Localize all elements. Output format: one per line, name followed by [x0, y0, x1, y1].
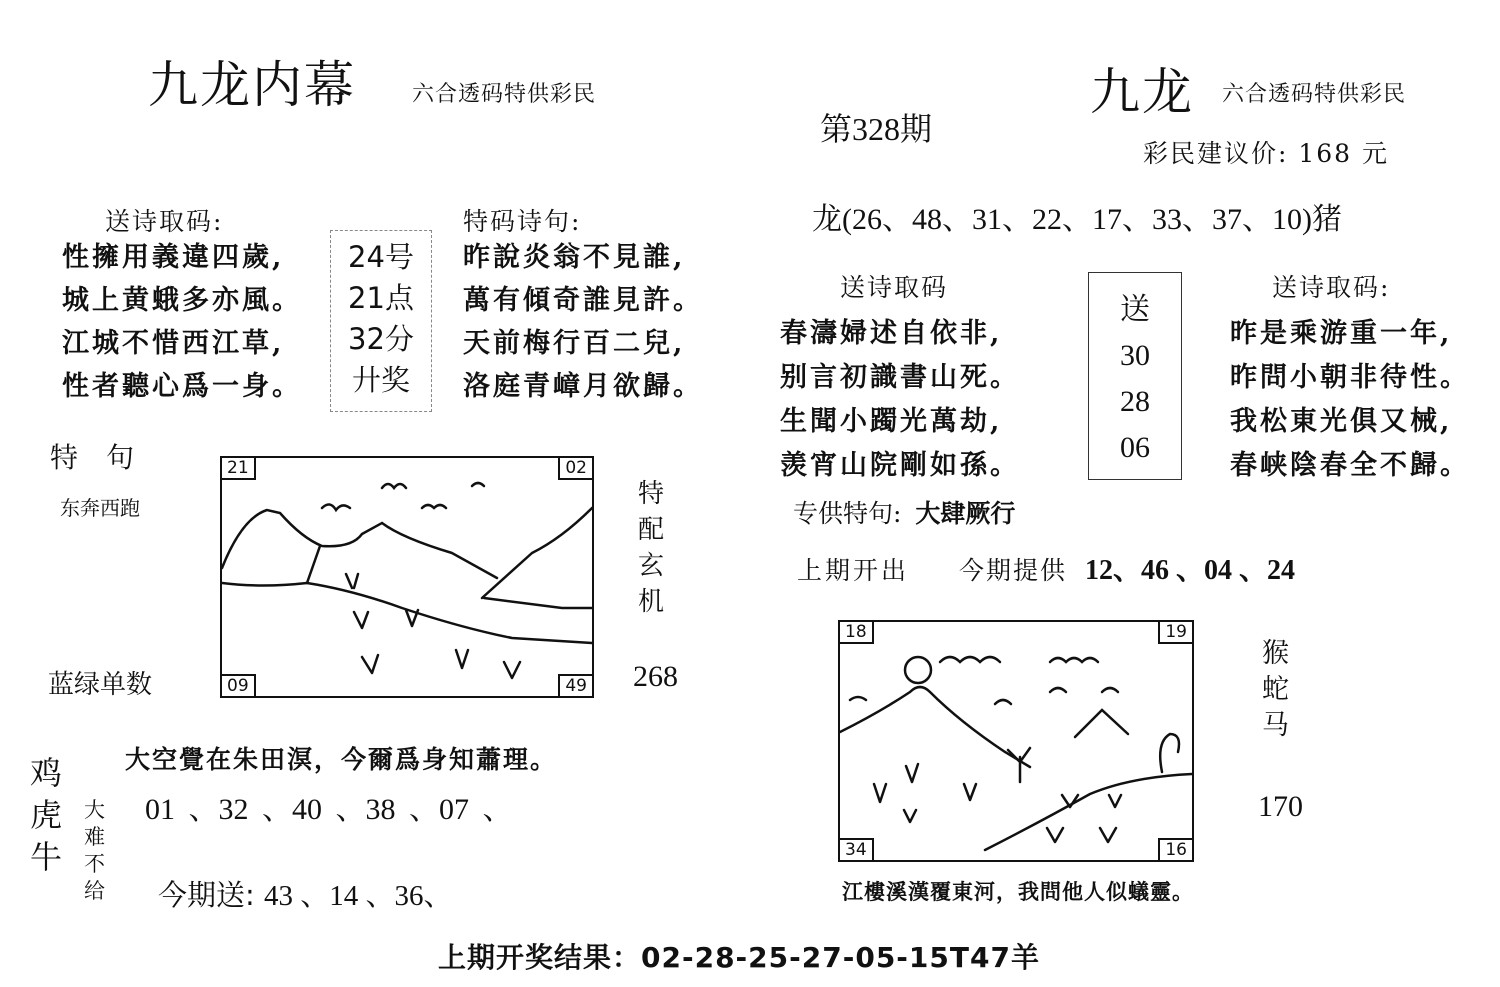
- side-vertical-right: [1262, 636, 1289, 744]
- poem-line: 天前梅行百二兒,: [463, 328, 686, 359]
- corner-number: 34: [838, 838, 874, 862]
- vchar: 牛: [30, 838, 63, 876]
- left-poem: [62, 236, 302, 408]
- corner-number: 21: [220, 456, 256, 480]
- box-line: 21点: [348, 281, 414, 315]
- corner-number: 19: [1158, 620, 1194, 644]
- number: 43: [264, 880, 293, 912]
- right-title: 九龙: [1090, 63, 1194, 121]
- side-number-left: 268: [633, 660, 678, 693]
- vchar: 猴: [1262, 638, 1289, 669]
- poem-line: 昨問小朝非待性。: [1230, 362, 1470, 393]
- te-ju-label: 特 句: [50, 441, 135, 474]
- right-middle-box: [1088, 272, 1182, 480]
- send-label: 今期送:: [158, 878, 255, 912]
- vchar: 特: [638, 479, 665, 509]
- special-poem-header: 特码诗句:: [463, 207, 582, 236]
- right-poem-right: [1230, 312, 1470, 488]
- vchar: 配: [638, 515, 665, 545]
- corner-number: 49: [558, 674, 594, 698]
- poem-line: 城上黄蛾多亦風。: [62, 285, 302, 316]
- vchar: 不: [84, 852, 105, 876]
- number: 32: [218, 793, 249, 826]
- right-poem-header-left: 送诗取码: [840, 273, 949, 302]
- issue-number: 第328期: [820, 111, 933, 147]
- send-row: 今期送: 43 、14 、36、: [158, 878, 453, 912]
- picture-caption: 江樓溪漢覆東河，我問他人似蟻靈。: [842, 879, 1194, 904]
- provide-numbers: 12、46 、04 、24: [1084, 555, 1295, 586]
- box-line: 06: [1120, 431, 1150, 464]
- number: 36: [394, 880, 424, 912]
- left-title: 九龙内幕: [148, 56, 356, 114]
- landscape-drawing-icon: [222, 458, 592, 696]
- number: 14: [329, 880, 359, 912]
- poem-line: 性擁用義違四歲,: [62, 242, 285, 273]
- vchar: 鸡: [30, 754, 63, 792]
- corner-number: 09: [220, 674, 256, 698]
- left-subtitle: 六合透码特供彩民: [412, 82, 597, 107]
- box-line: 24号: [348, 240, 414, 274]
- provide-row: [797, 548, 1295, 588]
- poem-line: 春峡陰春全不歸。: [1230, 450, 1470, 481]
- number: 38: [365, 793, 396, 826]
- special-poem: [463, 236, 703, 408]
- right-poem-header-right: 送诗取码:: [1272, 273, 1391, 302]
- poem-line: 江城不惜西江草,: [62, 328, 285, 359]
- corner-number: 16: [1158, 838, 1194, 862]
- landscape-picture-right: [838, 620, 1194, 862]
- special-row: [793, 494, 1015, 530]
- box-line: 28: [1120, 385, 1150, 418]
- vchar: 马: [1262, 710, 1289, 741]
- vchar: 给: [84, 879, 105, 903]
- number: 01: [145, 793, 175, 826]
- right-poem-left: [780, 312, 1020, 488]
- bold-poem-line: 大空覺在朱田溟，今爾爲身知蕭理。: [125, 745, 558, 774]
- vchar: 虎: [30, 796, 63, 834]
- number: 40: [292, 793, 322, 826]
- color-label: 蓝绿单数: [48, 670, 153, 700]
- zodiac-vertical: [30, 752, 62, 878]
- hard-vertical: [84, 797, 105, 905]
- number: 07: [439, 793, 469, 826]
- corner-number: 02: [558, 456, 594, 480]
- numbers-row: 01 、32 、40 、38 、07 、: [145, 793, 513, 826]
- te-ju-value: 东奔西跑: [60, 496, 140, 520]
- left-middle-box: [330, 230, 432, 412]
- special-label: 专供特句:: [793, 499, 902, 528]
- poem-line: 昨說炎翁不見誰,: [463, 242, 686, 273]
- poem-line: 昨是乘游重一年,: [1230, 318, 1453, 349]
- poem-line: 萬有傾奇誰見許。: [463, 285, 703, 316]
- box-line: 廾奖: [351, 363, 410, 397]
- side-number-right: 170: [1258, 790, 1303, 823]
- box-line: 送: [1120, 293, 1150, 326]
- poem-line: 我松東光俱又械,: [1230, 406, 1453, 437]
- landscape-drawing-icon: [840, 622, 1192, 860]
- last-label: 上期开出: [797, 556, 910, 585]
- poem-line: 别言初識書山死。: [780, 362, 1020, 393]
- box-line: 30: [1120, 339, 1150, 372]
- last-draw-result: 上期开奖结果：02-28-25-27-05-15T47羊: [438, 941, 1040, 974]
- poem-line: 春濤婦述自依非,: [780, 318, 1003, 349]
- dragon-line: 龙(26、48、31、22、17、33、37、10)猪: [812, 203, 1342, 236]
- landscape-picture-left: [220, 456, 594, 698]
- poem-line: 羡宵山院剛如孫。: [780, 450, 1020, 481]
- poem-line: 性者聽心爲一身。: [62, 371, 302, 402]
- vchar: 机: [638, 587, 665, 617]
- corner-number: 18: [838, 620, 874, 644]
- box-line: 32分: [348, 322, 414, 356]
- left-poem-header: 送诗取码:: [105, 207, 224, 236]
- poem-line: 洛庭青嶂月欲歸。: [463, 371, 703, 402]
- vchar: 蛇: [1262, 674, 1289, 705]
- side-vertical-left: [638, 476, 664, 620]
- price: 彩民建议价: 168 元: [1143, 139, 1390, 168]
- vchar: 难: [84, 825, 105, 849]
- poem-line: 生聞小躅光萬劫,: [780, 406, 1003, 437]
- vchar: 玄: [638, 551, 665, 581]
- special-value: 大肆厥行: [915, 499, 1016, 528]
- right-subtitle: 六合透码特供彩民: [1222, 82, 1407, 107]
- vchar: 大: [84, 798, 105, 822]
- provide-label: 今期提供: [958, 556, 1067, 585]
